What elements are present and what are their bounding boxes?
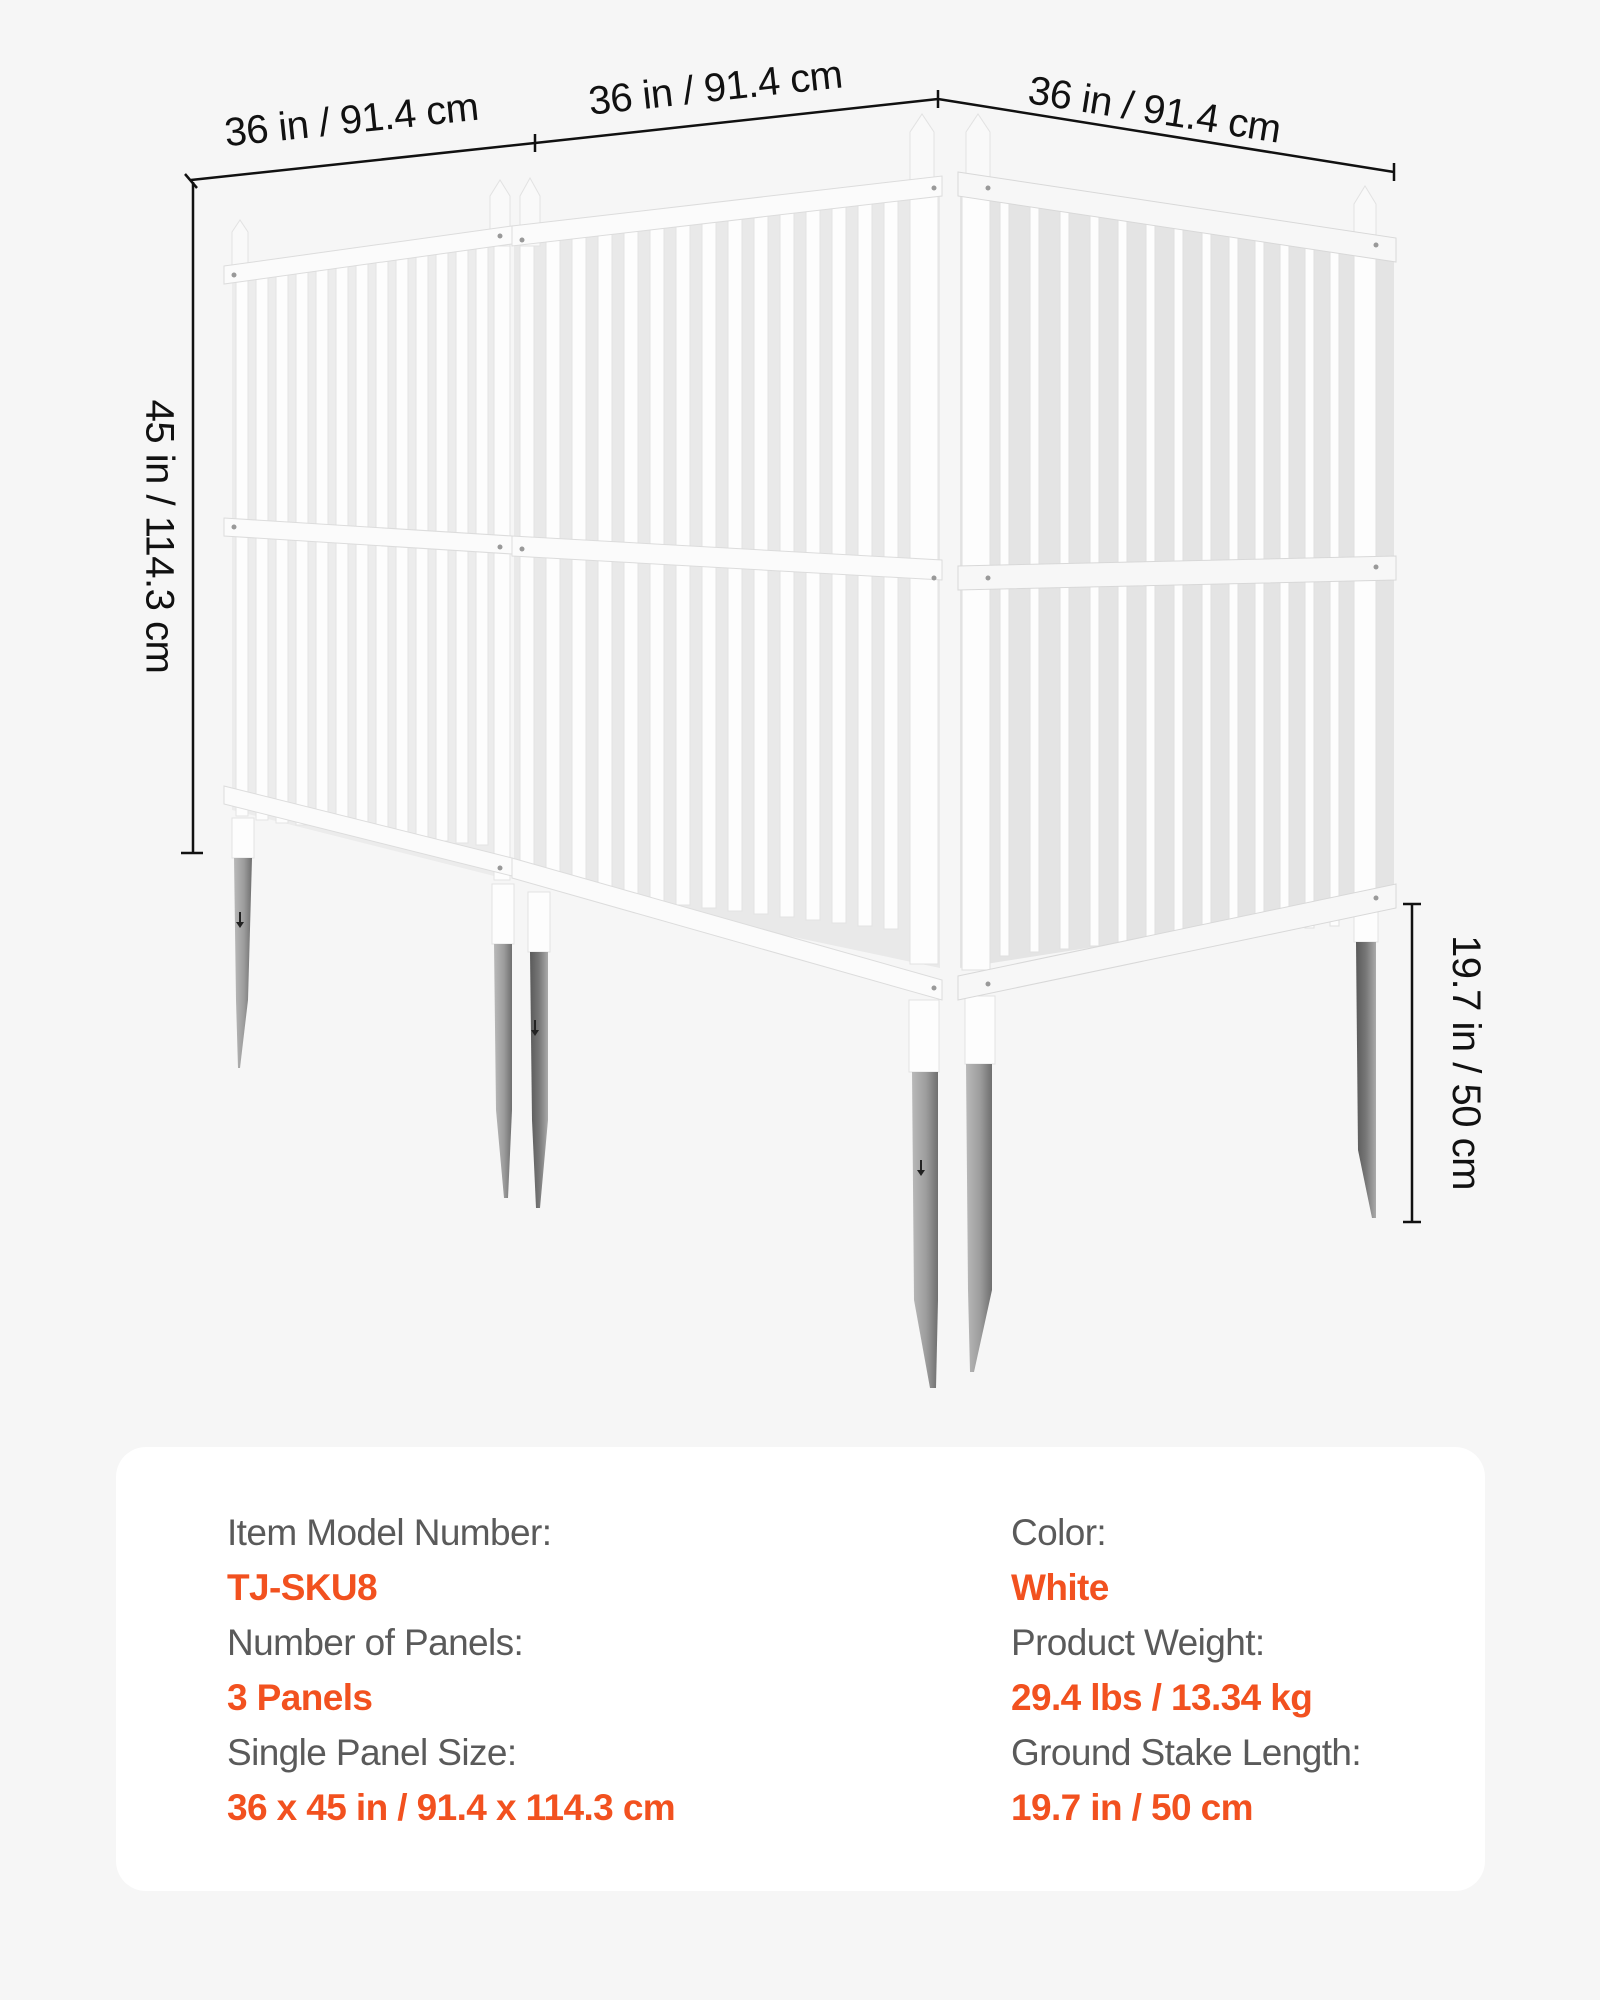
dimension-width-middle: 36 in / 91.4 cm bbox=[586, 52, 845, 124]
spec-label: Color: bbox=[1011, 1512, 1107, 1553]
spec-value: 19.7 in / 50 cm bbox=[1011, 1787, 1253, 1828]
spec-value: 36 x 45 in / 91.4 x 114.3 cm bbox=[227, 1787, 676, 1828]
spec-model-number bbox=[227, 1505, 675, 1615]
spec-value: 29.4 lbs / 13.34 kg bbox=[1011, 1677, 1313, 1718]
spec-value: TJ-SKU8 bbox=[227, 1567, 377, 1608]
spec-card bbox=[116, 1447, 1485, 1891]
spec-label: Ground Stake Length: bbox=[1011, 1732, 1362, 1773]
spec-product-weight bbox=[1011, 1615, 1361, 1725]
fence-panel-left bbox=[224, 180, 512, 880]
spec-ground-stake-length bbox=[1011, 1725, 1361, 1835]
spec-label: Product Weight: bbox=[1011, 1622, 1265, 1663]
spec-column-left bbox=[227, 1505, 675, 1835]
spec-label: Single Panel Size: bbox=[227, 1732, 517, 1773]
spec-column-right bbox=[1011, 1505, 1361, 1835]
dimension-height: 45 in / 114.3 cm bbox=[137, 399, 182, 674]
dimension-width-right: 36 in / 91.4 cm bbox=[1025, 68, 1284, 152]
spec-value: White bbox=[1011, 1567, 1109, 1608]
spec-number-of-panels bbox=[227, 1615, 675, 1725]
dimension-stake-length: 19.7 in / 50 cm bbox=[1443, 935, 1488, 1190]
spec-color bbox=[1011, 1505, 1361, 1615]
fence-panel-right bbox=[958, 114, 1396, 1000]
spec-value: 3 Panels bbox=[227, 1677, 373, 1718]
fence-panel-middle bbox=[512, 114, 942, 1000]
spec-single-panel-size bbox=[227, 1725, 675, 1835]
spec-label: Item Model Number: bbox=[227, 1512, 552, 1553]
dimension-width-left: 36 in / 91.4 cm bbox=[222, 84, 481, 156]
spec-label: Number of Panels: bbox=[227, 1622, 524, 1663]
